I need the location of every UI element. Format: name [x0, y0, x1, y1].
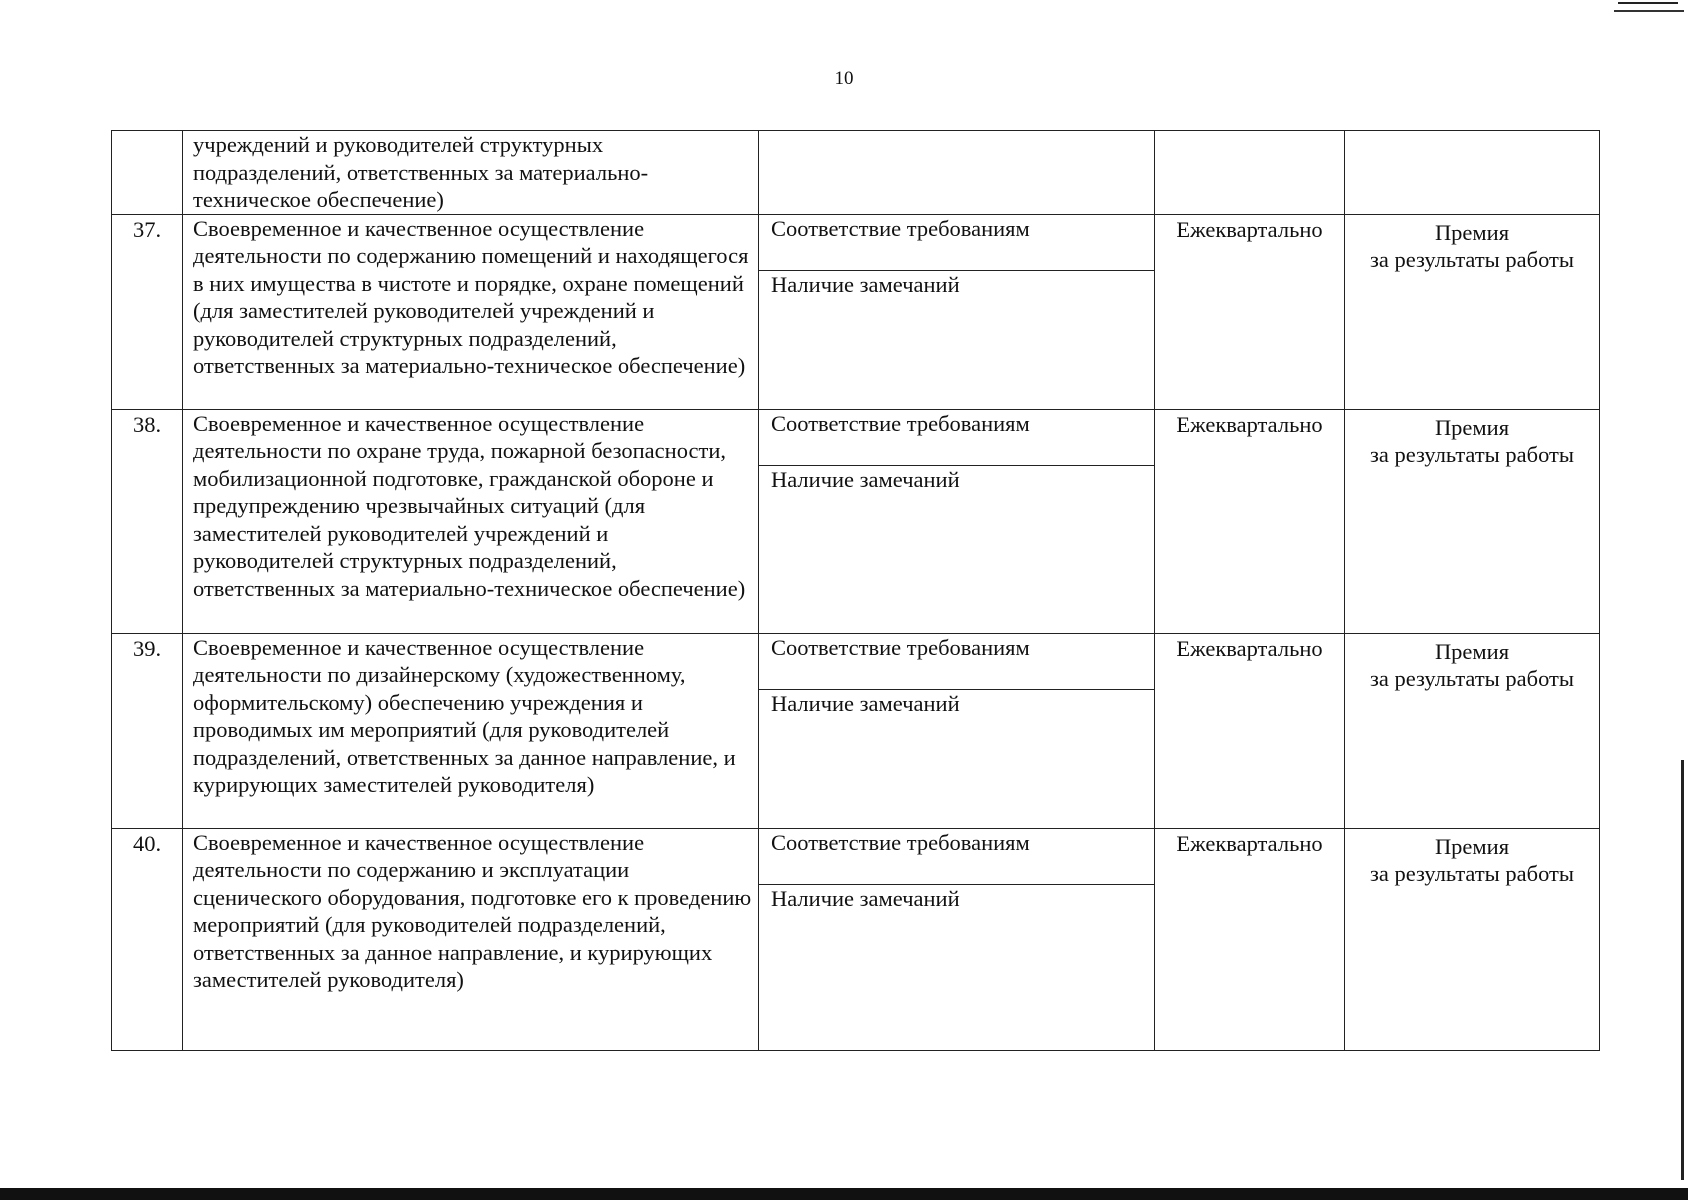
row-criteria-cell — [759, 633, 1155, 828]
payment-type: Премия — [1434, 638, 1510, 664]
criterion-compliance: Соответствие требованиям — [759, 829, 1154, 885]
row-criteria-cell — [759, 131, 1155, 215]
table-row — [112, 409, 1600, 633]
table-row — [112, 214, 1600, 409]
row-criteria-cell — [759, 214, 1155, 409]
payment-basis: за результаты работы — [1370, 247, 1574, 272]
row-payment — [1345, 828, 1600, 1050]
table-row — [112, 633, 1600, 828]
payment-basis: за результаты работы — [1370, 666, 1574, 691]
table-row-continuation — [112, 131, 1600, 215]
row-payment — [1345, 633, 1600, 828]
criterion-remarks: Наличие замечаний — [771, 690, 960, 716]
row-number-cell — [112, 131, 183, 215]
scan-corner-mark — [1618, 2, 1678, 4]
row-description: Своевременное и качественное осуществление деятельности по дизайнерскому (художественному, оформительскому) обеспечению учреждения и проводимых им мероприятий (для руководителей подразделений, ответственных за данное направление, и курирующих заместителей руководителя) — [183, 633, 759, 828]
row-criteria-cell — [759, 409, 1155, 633]
row-payment-cell — [1345, 131, 1600, 215]
row-description: Своевременное и качественное осуществление деятельности по охране труда, пожарной безопасности, мобилизационной подготовке, гражданской обороне и предупреждению чрезвычайных ситуаций (для заместителей руководителей учреждений и руководителей структурных подразделений, ответственных за материально-техническое обеспечение) — [183, 409, 759, 633]
criterion-compliance: Соответствие требованиям — [759, 410, 1154, 466]
row-description: учреждений и руководителей структурных подразделений, ответственных за материально-техническое обеспечение) — [183, 131, 759, 215]
row-description: Своевременное и качественное осуществление деятельности по содержанию и эксплуатации сценического оборудования, подготовке его к проведению мероприятий (для руководителей подразделений, ответственных за данное направление, и курирующих заместителей руководителя) — [183, 828, 759, 1050]
table-row — [112, 828, 1600, 1050]
criterion-compliance: Соответствие требованиям — [759, 215, 1154, 271]
scan-right-edge — [1681, 760, 1684, 1180]
row-period: Ежеквартально — [1155, 214, 1345, 409]
scan-bottom-bar — [0, 1188, 1688, 1200]
row-number: 40. — [112, 828, 183, 1050]
row-period-cell — [1155, 131, 1345, 215]
row-description: Своевременное и качественное осуществление деятельности по содержанию помещений и находящегося в них имущества в чистоте и порядке, охране помещений (для заместителей руководителей учреждений и руководителей структурных подразделений, ответственных за материально-техническое обеспечение) — [183, 214, 759, 409]
row-payment — [1345, 409, 1600, 633]
row-period: Ежеквартально — [1155, 409, 1345, 633]
criterion-compliance: Соответствие требованиям — [759, 634, 1154, 690]
criterion-remarks: Наличие замечаний — [771, 271, 960, 297]
payment-basis: за результаты работы — [1370, 861, 1574, 886]
criterion-remarks: Наличие замечаний — [771, 885, 960, 911]
scan-corner-mark-lower — [1614, 10, 1684, 12]
payment-type: Премия — [1434, 219, 1510, 245]
payment-type: Премия — [1434, 833, 1510, 859]
criterion-remarks: Наличие замечаний — [771, 466, 960, 492]
row-payment — [1345, 214, 1600, 409]
criteria-table — [111, 130, 1600, 1051]
row-period: Ежеквартально — [1155, 633, 1345, 828]
payment-basis: за результаты работы — [1370, 442, 1574, 467]
row-number: 37. — [112, 214, 183, 409]
payment-type: Премия — [1434, 414, 1510, 440]
row-number: 38. — [112, 409, 183, 633]
page-number: 10 — [834, 68, 854, 89]
row-number: 39. — [112, 633, 183, 828]
row-period: Ежеквартально — [1155, 828, 1345, 1050]
row-criteria-cell — [759, 828, 1155, 1050]
